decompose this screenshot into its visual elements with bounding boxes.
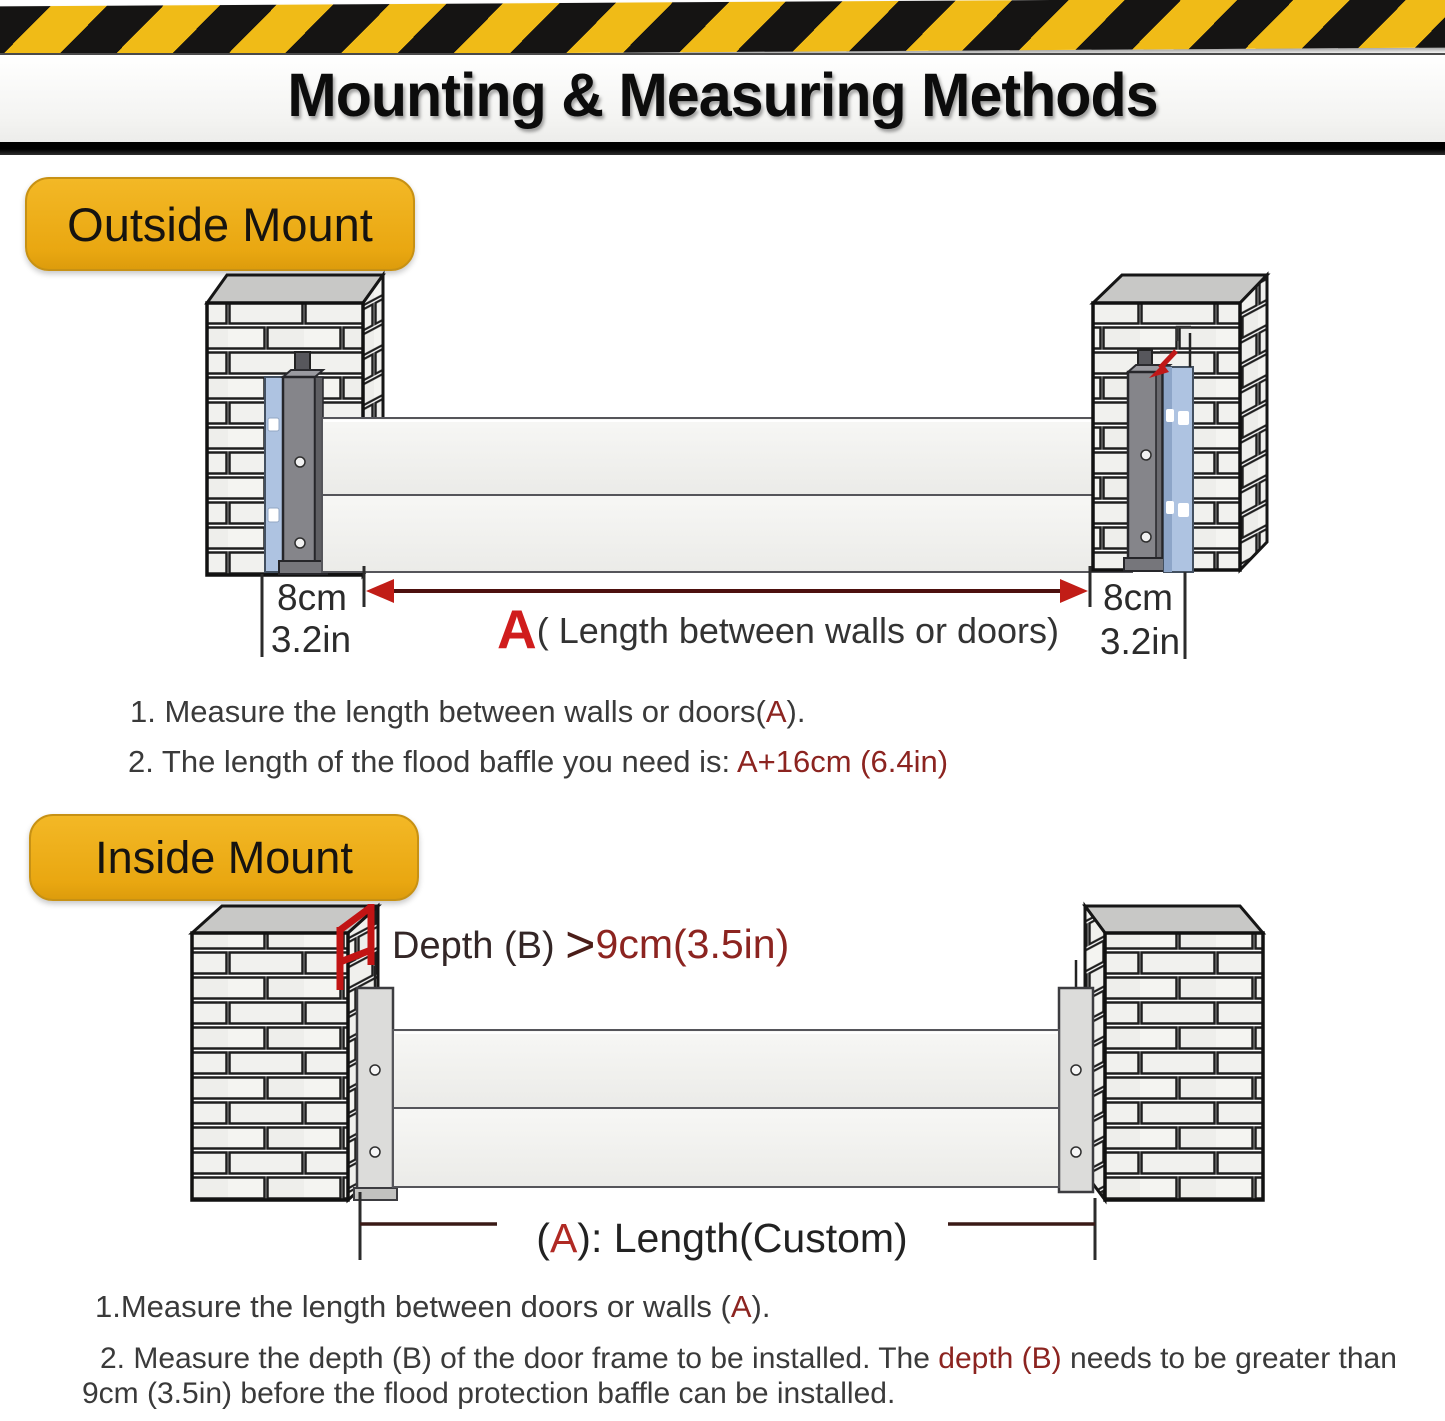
outside-left-mount-hardware — [265, 352, 327, 574]
pillar-top-face — [1093, 275, 1267, 303]
outside-step-2-formula: A+16cm (6.4in) — [736, 744, 949, 779]
left-offset-in-label: 3.2in — [270, 619, 352, 660]
pillar-top-face — [207, 275, 383, 303]
inside-step-1-end: ). — [751, 1289, 771, 1324]
right-offset-in-label: 3.2in — [1099, 621, 1181, 662]
outside-step-1 — [130, 694, 805, 730]
seal-highlight-mark — [1166, 501, 1174, 514]
arrow-head-left-icon — [366, 579, 394, 603]
span-a-letter: A — [497, 598, 537, 660]
pillar-top-face — [1085, 906, 1263, 933]
seal-highlight-mark — [1166, 409, 1174, 422]
outside-step-2-text: 2. The length of the flood baffle you need is: — [128, 744, 737, 779]
span-a-description: ( Length between walls or doors) — [536, 610, 1060, 651]
outside-mount-diagram — [0, 268, 1445, 688]
left-mount-channel — [357, 988, 393, 1190]
depth-label-value: 9cm(3.5in) — [595, 921, 790, 967]
left-seal-strip — [265, 377, 284, 572]
inside-right-mount-hardware — [1059, 960, 1093, 1192]
depth-label-gt: > — [565, 916, 596, 974]
inside-mount-badge-label: Inside Mount — [95, 831, 353, 883]
bolt-hole — [295, 538, 305, 548]
bolt-hole — [1071, 1147, 1081, 1157]
inside-step-2-text-b: needs to be greater than 9cm (3.5in) before the flood protection baffle can be installed. — [82, 1342, 1397, 1410]
bolt-hole — [1141, 532, 1151, 542]
outside-step-2 — [128, 744, 948, 780]
inside-left-pillar — [192, 906, 378, 1200]
inside-flood-barrier — [393, 1030, 1059, 1187]
bolt-hole — [1071, 1065, 1081, 1075]
inside-mount-badge — [29, 814, 419, 901]
outside-mount-badge-label: Outside Mount — [67, 197, 373, 251]
inside-mount-diagram — [0, 898, 1445, 1285]
outside-measurement — [262, 566, 1185, 662]
left-offset-cm-label: 8cm — [277, 577, 347, 618]
inside-step-2-text-a: 2. Measure the depth (B) of the door frame to be installed. The — [100, 1342, 939, 1375]
inside-step-1 — [95, 1289, 770, 1325]
inside-measurement — [360, 1192, 1095, 1261]
inside-right-pillar — [1085, 906, 1263, 1200]
channel-side-edge — [1156, 372, 1162, 568]
length-custom-label — [536, 1215, 907, 1261]
channel-foot — [279, 561, 327, 574]
depth-label-text: Depth (B) — [392, 925, 566, 967]
outside-step-1-a: A — [765, 694, 787, 729]
barrier-panel-bottom — [393, 1108, 1059, 1187]
length-label-a: A — [549, 1215, 578, 1261]
bolt-hole — [370, 1147, 380, 1157]
pillar-brick-face — [192, 933, 348, 1200]
length-label-pre: ( — [536, 1215, 550, 1261]
header-divider-bar — [0, 142, 1445, 155]
right-mount-channel — [1059, 988, 1093, 1192]
arrow-head-right-icon — [1060, 579, 1088, 603]
outside-flood-barrier — [322, 418, 1132, 572]
seal-highlight-mark — [268, 508, 279, 522]
inside-step-1-text: 1.Measure the length between doors or walls ( — [95, 1289, 731, 1324]
barrier-panel-top — [393, 1030, 1059, 1108]
page-title: Mounting & Measuring Methods — [287, 61, 1158, 129]
outside-mount-badge — [25, 177, 415, 271]
hazard-tape-stripe — [0, 0, 1445, 56]
barrier-panel-bottom — [322, 495, 1132, 572]
barrier-panel-top — [322, 418, 1132, 495]
bolt-hole — [1141, 450, 1151, 460]
outside-step-1-end: ). — [786, 694, 806, 729]
pillar-side-face — [1240, 275, 1267, 570]
inside-left-mount-hardware — [354, 966, 397, 1200]
seal-highlight-mark — [1178, 411, 1189, 425]
inside-step-1-a: A — [730, 1289, 752, 1324]
inside-step-2 — [82, 1341, 1422, 1411]
seal-highlight-mark — [1178, 503, 1189, 517]
bolt-hole — [370, 1065, 380, 1075]
depth-label — [392, 916, 789, 974]
inside-step-2-depth-b: depth (B) — [938, 1342, 1062, 1375]
length-label-post: ): Length(Custom) — [577, 1215, 908, 1261]
outside-step-1-text: 1. Measure the length between walls or doors( — [130, 694, 766, 729]
pillar-brick-face — [1105, 933, 1263, 1200]
bolt-hole — [295, 457, 305, 467]
right-offset-cm-label: 8cm — [1103, 577, 1173, 618]
seal-strip-shade — [1164, 367, 1172, 572]
seal-highlight-mark — [268, 418, 279, 431]
span-a-label — [497, 598, 1059, 660]
